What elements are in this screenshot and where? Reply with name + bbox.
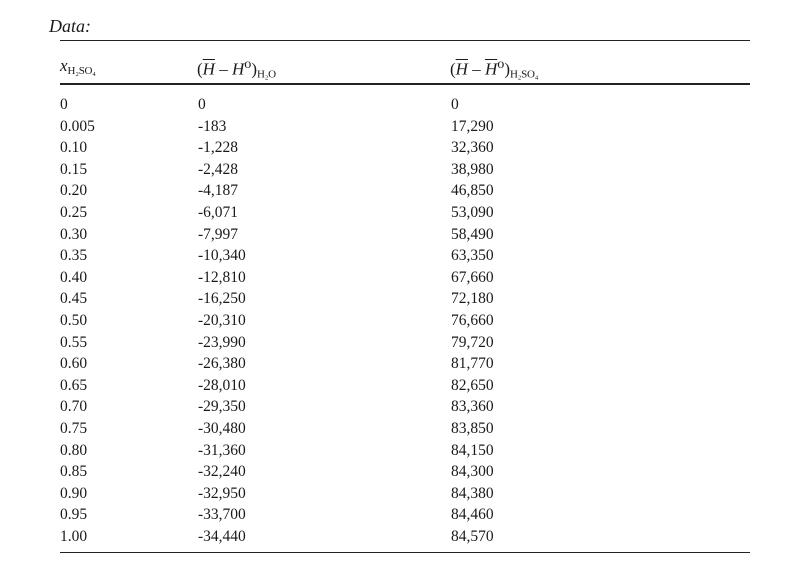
acid-enthalpy-cell: 83,360 <box>451 398 494 416</box>
mole-fraction-cell: 0.60 <box>60 355 88 373</box>
table-row <box>0 290 802 312</box>
mole-fraction-cell: 0.85 <box>60 463 88 481</box>
table-row <box>0 420 802 442</box>
water-enthalpy-cell: -183 <box>198 117 227 135</box>
water-enthalpy-cell: -34,440 <box>198 527 246 545</box>
water-enthalpy-cell: -12,810 <box>198 268 246 286</box>
table-row <box>0 485 802 507</box>
mole-fraction-cell: 0.25 <box>60 203 88 221</box>
acid-enthalpy-cell: 84,300 <box>451 463 494 481</box>
mole-fraction-cell: 0.80 <box>60 441 88 459</box>
mole-fraction-cell: 0.35 <box>60 247 88 265</box>
table-top-rule <box>60 40 750 41</box>
water-enthalpy-cell: -33,700 <box>198 506 246 524</box>
water-enthalpy-cell: -1,228 <box>198 139 239 157</box>
mole-fraction-cell: 0.70 <box>60 398 88 416</box>
table-row <box>0 269 802 291</box>
acid-enthalpy-cell: 67,660 <box>451 268 494 286</box>
water-enthalpy-cell: -4,187 <box>198 182 239 200</box>
mole-fraction-cell: 0.75 <box>60 419 88 437</box>
table-row <box>0 96 802 118</box>
table-row <box>0 204 802 226</box>
mole-fraction-cell: 0.10 <box>60 139 88 157</box>
acid-enthalpy-cell: 17,290 <box>451 117 494 135</box>
mole-fraction-cell: 0.20 <box>60 182 88 200</box>
table-row <box>0 334 802 356</box>
mole-fraction-cell: 0.95 <box>60 506 88 524</box>
acid-enthalpy-cell: 72,180 <box>451 290 494 308</box>
acid-enthalpy-cell: 0 <box>451 96 459 113</box>
acid-enthalpy-cell: 83,850 <box>451 419 494 437</box>
table-row <box>0 312 802 334</box>
table-row <box>0 118 802 140</box>
table-row <box>0 247 802 269</box>
water-enthalpy-cell: -26,380 <box>198 355 246 373</box>
table-row <box>0 528 802 550</box>
acid-enthalpy-cell: 76,660 <box>451 311 494 329</box>
acid-enthalpy-cell: 81,770 <box>451 355 494 373</box>
mole-fraction-cell: 0.005 <box>60 117 95 135</box>
water-enthalpy-cell: -32,950 <box>198 484 246 502</box>
table-row <box>0 182 802 204</box>
acid-enthalpy-cell: 79,720 <box>451 333 494 351</box>
acid-enthalpy-cell: 84,150 <box>451 441 494 459</box>
mole-fraction-cell: 0.50 <box>60 311 88 329</box>
column-header-acid-enthalpy: $(\overline{H} - \overline{H}^o)_{H_2SO_4}$ <box>450 56 539 81</box>
mole-fraction-cell: 0.45 <box>60 290 88 308</box>
water-enthalpy-cell: -23,990 <box>198 333 246 351</box>
column-header-water-enthalpy: $(\overline{H} - H^o)_{H_2O}$ <box>197 56 276 81</box>
mole-fraction-cell: 0.15 <box>60 160 88 178</box>
table-row <box>0 226 802 248</box>
water-enthalpy-cell: -7,997 <box>198 225 239 243</box>
mole-fraction-cell: 0.90 <box>60 484 88 502</box>
water-enthalpy-cell: 0 <box>198 96 206 113</box>
table-row <box>0 398 802 420</box>
water-enthalpy-cell: -2,428 <box>198 160 239 178</box>
acid-enthalpy-cell: 63,350 <box>451 247 494 265</box>
acid-enthalpy-cell: 84,570 <box>451 527 494 545</box>
water-enthalpy-cell: -31,360 <box>198 441 246 459</box>
acid-enthalpy-cell: 58,490 <box>451 225 494 243</box>
mole-fraction-cell: 0 <box>60 96 68 113</box>
table-row <box>0 355 802 377</box>
acid-enthalpy-cell: 32,360 <box>451 139 494 157</box>
table-row <box>0 139 802 161</box>
water-enthalpy-cell: -32,240 <box>198 463 246 481</box>
data-table-body <box>0 96 802 549</box>
mole-fraction-cell: 0.65 <box>60 376 88 394</box>
water-enthalpy-cell: -16,250 <box>198 290 246 308</box>
table-row <box>0 161 802 183</box>
table-row <box>0 506 802 528</box>
water-enthalpy-cell: -30,480 <box>198 419 246 437</box>
acid-enthalpy-cell: 84,460 <box>451 506 494 524</box>
water-enthalpy-cell: -10,340 <box>198 247 246 265</box>
acid-enthalpy-cell: 53,090 <box>451 203 494 221</box>
column-header-mole-fraction: $x_{H_2SO_4}$ <box>60 56 96 77</box>
mole-fraction-cell: 0.30 <box>60 225 88 243</box>
water-enthalpy-cell: -20,310 <box>198 311 246 329</box>
acid-enthalpy-cell: 84,380 <box>451 484 494 502</box>
table-row <box>0 442 802 464</box>
data-caption: Data: <box>49 16 91 36</box>
mole-fraction-cell: 0.40 <box>60 268 88 286</box>
water-enthalpy-cell: -28,010 <box>198 376 246 394</box>
acid-enthalpy-cell: 46,850 <box>451 182 494 200</box>
water-enthalpy-cell: -29,350 <box>198 398 246 416</box>
water-enthalpy-cell: -6,071 <box>198 203 239 221</box>
table-bottom-rule <box>60 552 750 553</box>
table-row <box>0 463 802 485</box>
table-row <box>0 377 802 399</box>
acid-enthalpy-cell: 82,650 <box>451 376 494 394</box>
acid-enthalpy-cell: 38,980 <box>451 160 494 178</box>
mole-fraction-cell: 1.00 <box>60 527 88 545</box>
header-rule <box>60 83 750 85</box>
mole-fraction-cell: 0.55 <box>60 333 88 351</box>
